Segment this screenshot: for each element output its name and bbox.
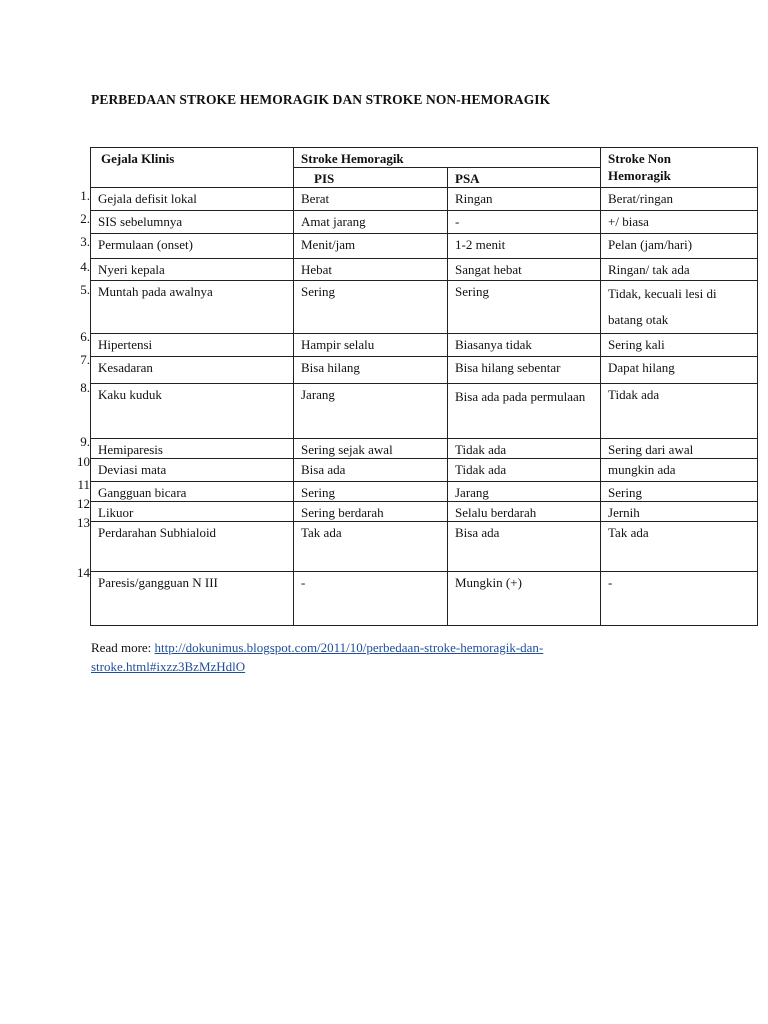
cell-gejala: Muntah pada awalnya [91, 281, 294, 334]
cell-non: - [601, 572, 758, 626]
cell-non: Pelan (jam/hari) [601, 234, 758, 259]
cell-gejala: Hemiparesis [91, 439, 294, 459]
table-row [91, 234, 758, 259]
cell-non: Sering [601, 482, 758, 502]
cell-pis: Sering sejak awal [294, 439, 448, 459]
cell-psa: Bisa hilang sebentar [448, 357, 601, 384]
table-row [91, 502, 758, 522]
cell-psa: Sering [448, 281, 601, 334]
header-gejala: Gejala Klinis [91, 148, 294, 188]
cell-non: Sering kali [601, 334, 758, 357]
cell-psa: Bisa ada [448, 522, 601, 572]
document-title: PERBEDAAN STROKE HEMORAGIK DAN STROKE NON-HEMORAGIK [91, 92, 551, 107]
cell-non: +/ biasa [601, 211, 758, 234]
cell-gejala: Deviasi mata [91, 459, 294, 482]
header-row [91, 148, 758, 168]
header-pis: PIS [294, 168, 448, 188]
row-number: 7. [80, 352, 90, 367]
cell-pis: Hampir selalu [294, 334, 448, 357]
table-row [91, 259, 758, 281]
cell-pis: Berat [294, 188, 448, 211]
cell-psa: Biasanya tidak [448, 334, 601, 357]
row-number: 12 [77, 496, 90, 511]
cell-gejala: Gangguan bicara [91, 482, 294, 502]
cell-psa: Tidak ada [448, 459, 601, 482]
cell-gejala: Hipertensi [91, 334, 294, 357]
cell-psa: - [448, 211, 601, 234]
cell-psa: Ringan [448, 188, 601, 211]
table-row [91, 439, 758, 459]
cell-gejala: Kaku kuduk [91, 384, 294, 439]
cell-pis: Jarang [294, 384, 448, 439]
cell-pis: Sering [294, 281, 448, 334]
row-number: 5. [80, 282, 90, 297]
row-number: 1. [80, 188, 90, 203]
cell-gejala: Nyeri kepala [91, 259, 294, 281]
table-row [91, 211, 758, 234]
cell-gejala: Paresis/gangguan N III [91, 572, 294, 626]
table-row [91, 281, 758, 334]
cell-pis: Amat jarang [294, 211, 448, 234]
cell-psa: Bisa ada pada permulaan [448, 384, 601, 439]
table-row [91, 482, 758, 502]
row-number-column [56, 0, 90, 1024]
table-row [91, 334, 758, 357]
header-non-line1: Stroke Non [608, 151, 671, 166]
cell-non: Ringan/ tak ada [601, 259, 758, 281]
header-non-line2: Hemoragik [608, 168, 671, 183]
cell-non: Tak ada [601, 522, 758, 572]
cell-gejala: Likuor [91, 502, 294, 522]
cell-psa: Selalu berdarah [448, 502, 601, 522]
row-number: 3. [80, 234, 90, 249]
cell-psa: Jarang [448, 482, 601, 502]
table-row [91, 572, 758, 626]
cell-pis: Bisa hilang [294, 357, 448, 384]
cell-gejala: Gejala defisit lokal [91, 188, 294, 211]
cell-pis: Bisa ada [294, 459, 448, 482]
cell-non: Berat/ringan [601, 188, 758, 211]
cell-psa: Tidak ada [448, 439, 601, 459]
header-stroke-hemoragik: Stroke Hemoragik [294, 148, 601, 168]
row-number: 2. [80, 211, 90, 226]
read-more-label: Read more: [91, 640, 155, 655]
source-link[interactable]: http://dokunimus.blogspot.com/2011/10/perbedaan-stroke-hemoragik-dan-stroke.html#ixzz3BzMzHdlO [91, 640, 544, 674]
cell-gejala: Perdarahan Subhialoid [91, 522, 294, 572]
row-number: 13 [77, 515, 90, 530]
header-stroke-non-hemoragik [601, 148, 758, 188]
cell-gejala: Kesadaran [91, 357, 294, 384]
table-row [91, 188, 758, 211]
row-number: 9. [80, 434, 90, 449]
cell-pis: Tak ada [294, 522, 448, 572]
cell-pis: Sering [294, 482, 448, 502]
row-number: 4. [80, 259, 90, 274]
cell-psa: 1-2 menit [448, 234, 601, 259]
cell-non: mungkin ada [601, 459, 758, 482]
cell-non: Dapat hilang [601, 357, 758, 384]
header-psa: PSA [448, 168, 601, 188]
read-more [91, 638, 631, 676]
cell-pis: Sering berdarah [294, 502, 448, 522]
cell-gejala: Permulaan (onset) [91, 234, 294, 259]
cell-pis: - [294, 572, 448, 626]
cell-gejala: SIS sebelumnya [91, 211, 294, 234]
cell-pis: Hebat [294, 259, 448, 281]
cell-pis: Menit/jam [294, 234, 448, 259]
row-number: 11 [77, 477, 90, 492]
table-row [91, 522, 758, 572]
cell-non: Sering dari awal [601, 439, 758, 459]
table-row [91, 459, 758, 482]
cell-non: Jernih [601, 502, 758, 522]
table-row [91, 384, 758, 439]
row-number: 8. [80, 380, 90, 395]
row-number: 10 [77, 454, 90, 469]
cell-psa: Sangat hebat [448, 259, 601, 281]
cell-non: Tidak, kecuali lesi di batang otak [601, 281, 758, 334]
row-number: 14 [77, 565, 90, 580]
comparison-table [90, 147, 758, 626]
cell-psa: Mungkin (+) [448, 572, 601, 626]
table-row [91, 357, 758, 384]
row-number: 6. [80, 329, 90, 344]
cell-non: Tidak ada [601, 384, 758, 439]
